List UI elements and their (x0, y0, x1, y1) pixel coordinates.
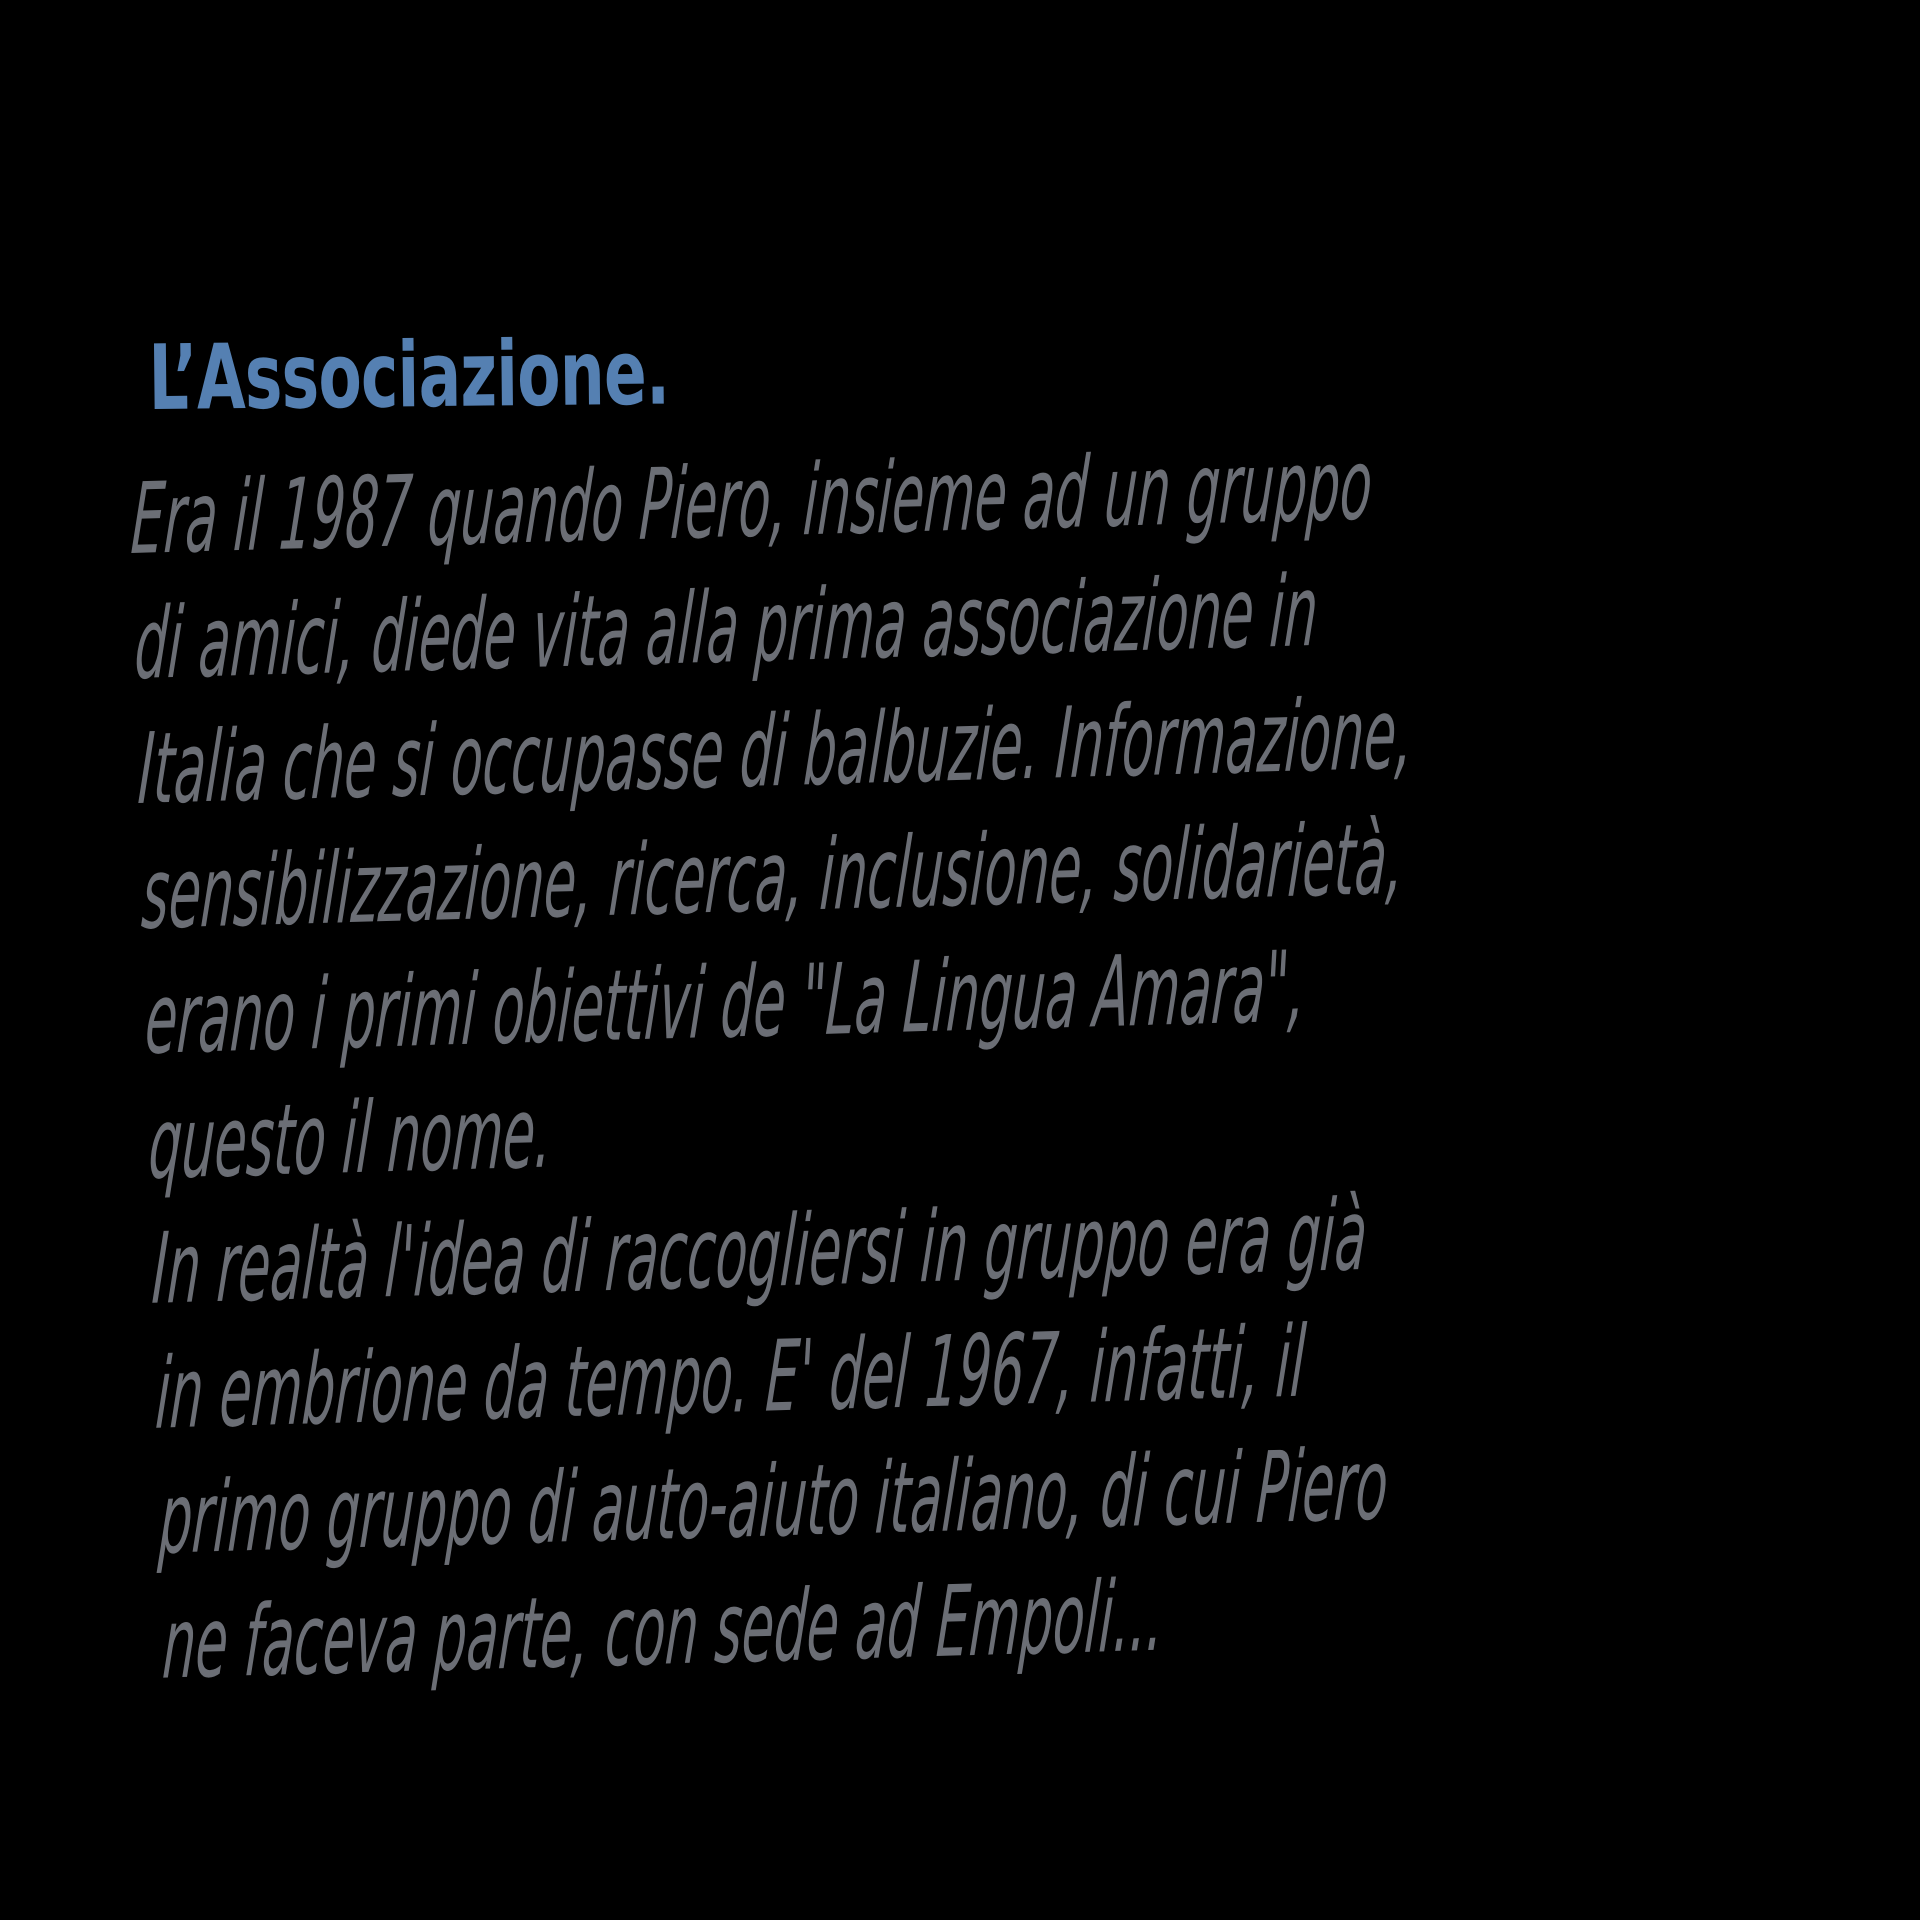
paragraph-line: primo gruppo di auto-aiuto italiano, di cui Piero (156, 1428, 1392, 1577)
paragraph-line: ne faceva parte, con sede ad Empoli... (159, 1559, 1167, 1702)
body-paragraph (130, 383, 1920, 1708)
paragraph-line: questo il nome. (146, 1076, 555, 1202)
paragraph-line: Era il 1987 quando Piero, insieme ad un gruppo (128, 428, 1376, 578)
paragraph-line: Italia che si occupasse di balbuzie. Informazione, (135, 677, 1416, 827)
paragraph-line: di amici, diede vita alla prima associazione in (132, 554, 1321, 703)
section-title: L’Associazione. (148, 320, 670, 432)
paragraph-line: In realtà l'idea di raccogliersi in gruppo era già (149, 1178, 1371, 1327)
paragraph-line: in embrione da tempo. E' del 1967, infatti, il (153, 1305, 1309, 1452)
paragraph-line: erano i primi obiettivi de "La Lingua Amara", (142, 930, 1309, 1077)
paragraph-line: sensibilizzazione, ricerca, inclusione, solidarietà, (139, 802, 1407, 952)
